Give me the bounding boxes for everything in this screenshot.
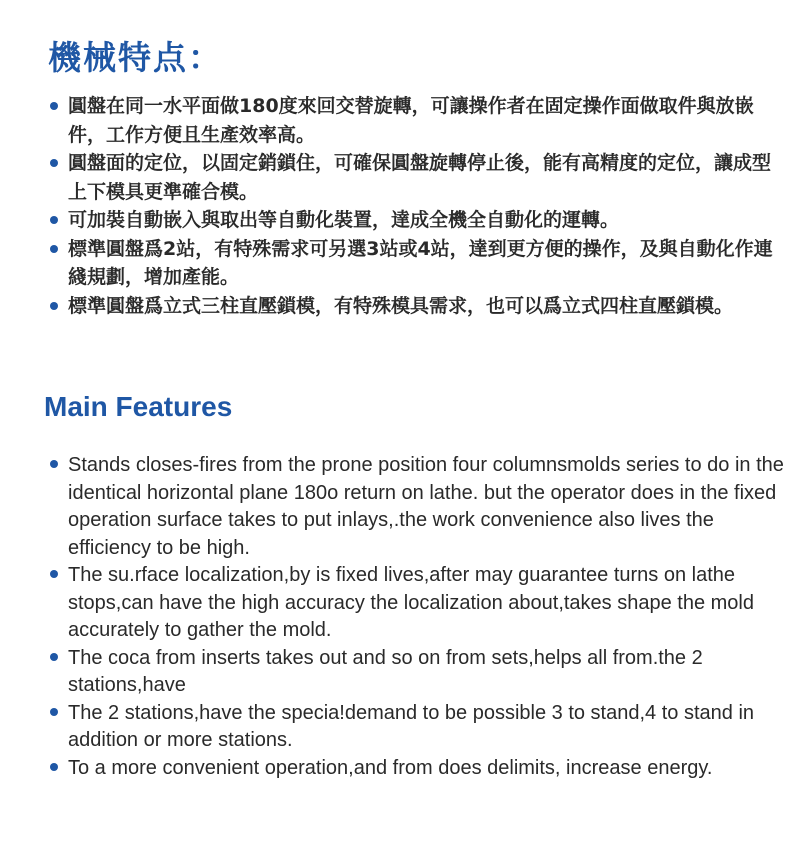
en-feature-list — [48, 452, 788, 782]
en-feature-text: The 2 stations,have the specia!demand to be possible 3 to stand,4 to stand in addition or more stations. — [68, 701, 755, 751]
en-feature-item — [48, 700, 788, 755]
cn-section-title: 機械特点： — [48, 38, 223, 77]
bullet-icon — [50, 159, 58, 167]
cn-feature-text: 圓盤在同一水平面做180度來回交替旋轉，可讓操作者在固定操作面做取件與放嵌件，工作方便且生產效率高。 — [68, 95, 754, 146]
cn-feature-item — [48, 92, 778, 149]
cn-feature-item — [48, 235, 778, 292]
en-feature-text: To a more convenient operation,and from does delimits, increase energy. — [68, 756, 713, 779]
bullet-icon — [50, 708, 58, 716]
en-feature-item — [48, 452, 788, 562]
cn-feature-item — [48, 292, 778, 321]
cn-feature-item — [48, 149, 778, 206]
cn-feature-text: 標準圓盤爲2站，有特殊需求可另選3站或4站，達到更方便的操作，及與自動化作連綫規劃，增加產能。 — [68, 237, 773, 288]
bullet-icon — [50, 102, 58, 110]
bullet-icon — [50, 460, 58, 468]
en-feature-item — [48, 755, 788, 783]
bullet-icon — [50, 245, 58, 253]
cn-feature-text: 標準圓盤爲立式三柱直壓鎖模，有特殊模具需求，也可以爲立式四柱直壓鎖模。 — [68, 294, 734, 317]
cn-feature-list — [48, 92, 778, 320]
bullet-icon — [50, 653, 58, 661]
en-feature-text: Stands closes-fires from the prone position four columnsmolds series to do in the identical horizontal plane 180o return on lathe. but the operator does in the fixed operation surface takes to put inlays,.the work convenience also lives the efficiency to be high. — [68, 454, 784, 559]
cn-feature-text: 可加裝自動嵌入與取出等自動化裝置，達成全機全自動化的運轉。 — [68, 209, 620, 231]
en-feature-text: The coca from inserts takes out and so on from sets,helps all from.the 2 stations,have — [68, 646, 703, 696]
en-feature-text: The su.rface localization,by is fixed lives,after may guarantee turns on lathe stops,can have the high accuracy the localization about,takes shape the mold accurately to gather the mold. — [68, 564, 754, 641]
bullet-icon — [50, 570, 58, 578]
en-feature-item — [48, 645, 788, 700]
cn-feature-item — [48, 206, 778, 235]
bullet-icon — [50, 216, 58, 224]
cn-feature-text: 圓盤面的定位，以固定銷鎖住，可確保圓盤旋轉停止後，能有高精度的定位，讓成型上下模具更準確合模。 — [68, 152, 772, 203]
bullet-icon — [50, 302, 58, 310]
en-feature-item — [48, 562, 788, 645]
en-section-title: Main Features — [44, 391, 233, 422]
bullet-icon — [50, 763, 58, 771]
